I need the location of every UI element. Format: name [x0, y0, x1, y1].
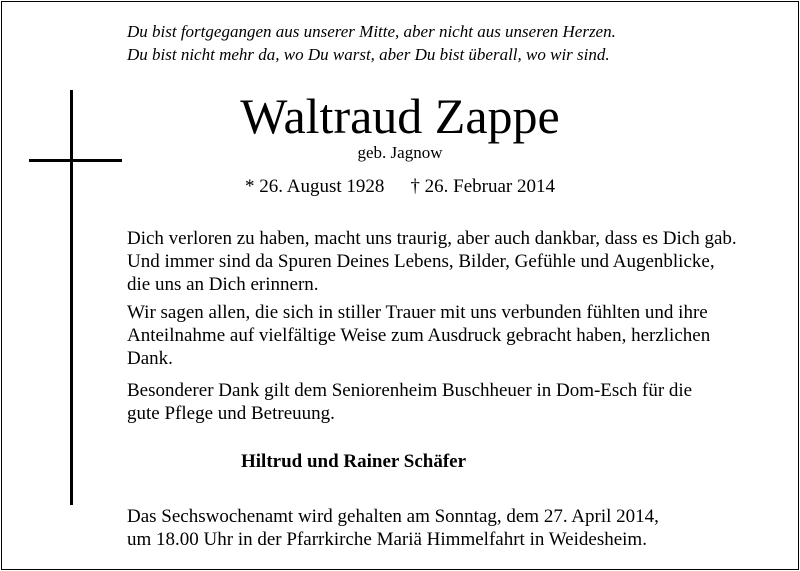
- text-line: um 18.00 Uhr in der Pfarrkirche Mariä Himmelfahrt in Weidesheim.: [127, 529, 647, 550]
- memorial-quote: [127, 20, 616, 66]
- paragraph-remembrance: [127, 227, 782, 296]
- text-line: Besonderer Dank gilt dem Seniorenheim Buschheuer in Dom-Esch für die: [127, 380, 693, 401]
- maiden-name: geb. Jagnow: [357, 143, 443, 162]
- text-line: Wir sagen allen, die sich in stiller Trauer mit uns verbunden fühlten und ihre: [127, 302, 708, 323]
- signature: Hiltrud und Rainer Schäfer: [241, 451, 467, 472]
- quote-line: Du bist nicht mehr da, wo Du warst, aber Du bist überall, wo wir sind.: [127, 45, 610, 64]
- quote-line: Du bist fortgegangen aus unserer Mitte, aber nicht aus unseren Herzen.: [127, 22, 616, 41]
- text-line: Und immer sind da Spuren Deines Lebens, Bilder, Gefühle und Augenblicke,: [127, 251, 715, 272]
- text-line: Das Sechswochenamt wird gehalten am Sonntag, dem 27. April 2014,: [127, 506, 659, 527]
- life-dates: [0, 176, 800, 198]
- paragraph-thanks: [127, 301, 782, 370]
- paragraph-special-thanks: [127, 379, 782, 425]
- text-line: gute Pflege und Betreuung.: [127, 403, 335, 424]
- text-line: Dich verloren zu haben, macht uns traurig, aber auch dankbar, dass es Dich gab.: [127, 228, 737, 249]
- text-line: Dank.: [127, 348, 173, 369]
- text-line: Anteilnahme auf vielfältige Weise zum Ausdruck gebracht haben, herzlichen: [127, 325, 711, 346]
- birth-date: * 26. August 1928: [245, 176, 385, 197]
- text-line: die uns an Dich erinnern.: [127, 274, 319, 295]
- death-date: † 26. Februar 2014: [410, 176, 555, 197]
- deceased-name: Waltraud Zappe: [240, 88, 560, 144]
- service-notice: [127, 505, 782, 551]
